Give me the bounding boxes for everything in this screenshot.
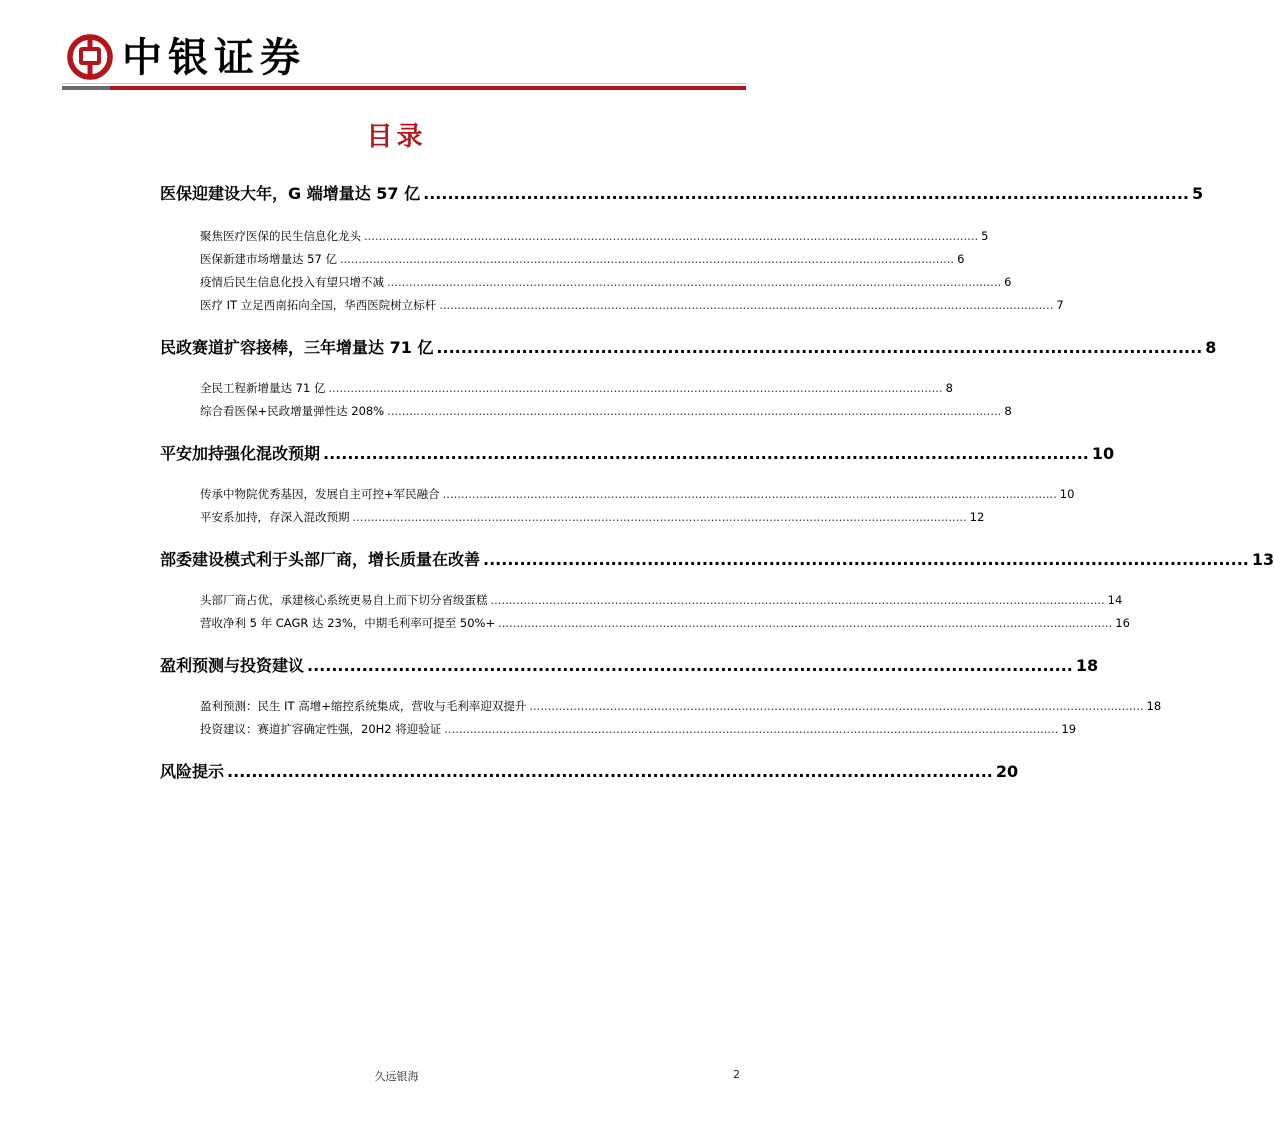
toc-leader-dots: ........................................................................................................................................................................: [339, 252, 955, 266]
toc-item-title: 疫情后民生信息化投入有望只增不减: [200, 275, 384, 289]
toc-section[interactable]: [160, 183, 1204, 205]
header-divider-red: [110, 86, 746, 90]
toc-title: 目录: [366, 122, 427, 152]
header-divider: [62, 83, 746, 84]
toc-leader-dots: ........................................................................................................................................................................: [439, 298, 1054, 312]
toc-item[interactable]: [200, 251, 965, 267]
toc-section-title: 民政赛道扩容接棒，三年增量达 71 亿: [160, 338, 434, 357]
toc-item-title: 医疗 IT 立足西南拓向全国，华西医院树立标杆: [200, 298, 437, 312]
toc-section[interactable]: [160, 337, 1217, 359]
toc-section-title: 盈利预测与投资建议: [160, 656, 305, 675]
toc-section-title: 平安加持强化混改预期: [160, 444, 321, 463]
toc-section[interactable]: [160, 549, 1274, 571]
toc-leader-dots: ........................................................................................................................................................................: [328, 381, 943, 395]
header-divider-accent: [62, 86, 110, 90]
toc-item-title: 传承中物院优秀基因，发展自主可控+军民融合: [200, 487, 440, 501]
toc-item[interactable]: [200, 228, 989, 244]
toc-item[interactable]: [200, 297, 1064, 313]
toc-item-title: 平安系加持，存深入混改预期: [200, 510, 350, 524]
toc-leader-dots: ..............................................................................................................................: [483, 550, 1249, 569]
toc-item-page: 10: [1059, 487, 1075, 501]
toc-section-page: 20: [995, 762, 1019, 781]
toc-item-page: 7: [1056, 298, 1064, 312]
toc-item-page: 8: [1004, 404, 1012, 418]
toc-item[interactable]: [200, 509, 985, 525]
toc-item-page: 19: [1061, 722, 1077, 736]
toc-item-title: 综合看医保+民政增量弹性达 208%: [200, 404, 385, 418]
toc-leader-dots: ........................................................................................................................................................................: [352, 510, 967, 524]
toc-item-page: 6: [1004, 275, 1012, 289]
brand-name: 中银证券: [122, 34, 306, 81]
toc-leader-dots: ........................................................................................................................................................................: [444, 722, 1059, 736]
toc-item-title: 盈利预测：民生 IT 高增+缩控系统集成，营收与毛利率迎双提升: [200, 699, 527, 713]
toc-section[interactable]: [160, 443, 1115, 465]
toc-leader-dots: ........................................................................................................................................................................: [387, 404, 1002, 418]
toc-item-page: 5: [981, 229, 989, 243]
toc-item-title: 聚焦医疗医保的民生信息化龙头: [200, 229, 361, 243]
toc-leader-dots: ........................................................................................................................................................................: [529, 699, 1144, 713]
toc-leader-dots: ..............................................................................................................................: [307, 656, 1073, 675]
toc-section-page: 8: [1205, 338, 1217, 357]
toc-item-page: 6: [957, 252, 965, 266]
toc-section[interactable]: [160, 761, 1019, 783]
toc-leader-dots: ..............................................................................................................................: [227, 762, 993, 781]
toc-item-title: 投资建议：赛道扩容确定性强，20H2 将迎验证: [200, 722, 442, 736]
toc-section-page: 13: [1251, 550, 1274, 569]
toc-item-title: 头部厂商占优，承建核心系统更易自上而下切分省级蛋糕: [200, 593, 488, 607]
toc-leader-dots: ..............................................................................................................................: [323, 444, 1089, 463]
toc-section-title: 医保迎建设大年，G 端增量达 57 亿: [160, 184, 421, 203]
toc-item-title: 医保新建市场增量达 57 亿: [200, 252, 337, 266]
toc-item-page: 14: [1107, 593, 1123, 607]
toc-leader-dots: ..............................................................................................................................: [436, 338, 1203, 357]
toc-leader-dots: ........................................................................................................................................................................: [498, 616, 1113, 630]
toc-item[interactable]: [200, 615, 1130, 631]
toc-leader-dots: ........................................................................................................................................................................: [490, 593, 1105, 607]
toc-leader-dots: ........................................................................................................................................................................: [442, 487, 1057, 501]
footer-company-name: 久远银海: [374, 1070, 419, 1083]
toc-item-page: 16: [1115, 616, 1130, 630]
toc-item[interactable]: [200, 698, 1162, 714]
toc-item[interactable]: [200, 380, 953, 396]
toc-section-page: 10: [1091, 444, 1115, 463]
toc-item[interactable]: [200, 721, 1077, 737]
toc-item-page: 18: [1146, 699, 1162, 713]
toc-section-page: 5: [1191, 184, 1204, 203]
footer-page-number: 2: [733, 1068, 740, 1081]
toc-item-title: 全民工程新增量达 71 亿: [200, 381, 326, 395]
toc-leader-dots: ..............................................................................................................................: [423, 184, 1189, 203]
toc-item[interactable]: [200, 592, 1123, 608]
toc-section-title: 部委建设模式利于头部厂商，增长质量在改善: [160, 550, 481, 569]
toc-item[interactable]: [200, 274, 1012, 290]
toc-item-page: 8: [945, 381, 953, 395]
toc-section-page: 18: [1075, 656, 1099, 675]
toc-item[interactable]: [200, 486, 1075, 502]
toc-item-page: 12: [969, 510, 985, 524]
toc-leader-dots: ........................................................................................................................................................................: [387, 275, 1002, 289]
toc-leader-dots: ........................................................................................................................................................................: [364, 229, 979, 243]
toc-section[interactable]: [160, 655, 1099, 677]
toc-item-title: 营收净利 5 年 CAGR 达 23%，中期毛利率可提至 50%+: [200, 616, 496, 630]
toc-item[interactable]: [200, 403, 1012, 419]
bank-of-china-logo-icon: [67, 34, 113, 80]
toc-section-title: 风险提示: [160, 762, 225, 781]
